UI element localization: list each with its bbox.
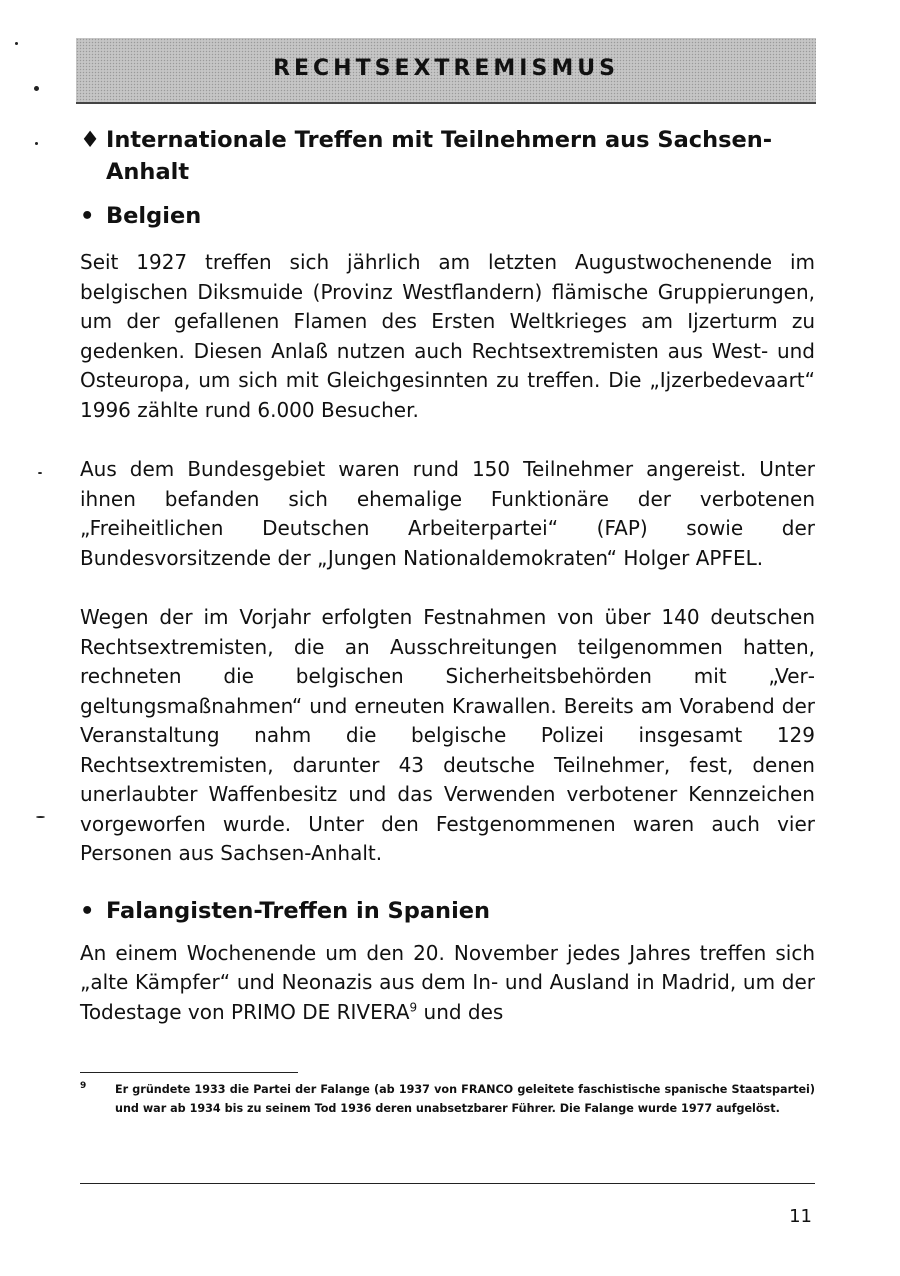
main-content <box>80 120 815 1027</box>
footnote-reference: 9 <box>409 999 418 1014</box>
paragraph-text-continued: und des <box>417 999 504 1024</box>
scan-speck <box>34 86 39 91</box>
scan-speck <box>36 816 45 818</box>
paragraph-arrests: Wegen der im Vorjahr erfolgten Festnahmen von über 140 deutschen Rechtsextremisten, die an Ausschreitungen teilgenommen hatten, rechneten die belgischen Sicherheitsbehörden mit „Vergeltungsmaßnahmen“ und erneuten Krawallen. Bereits am Vorabend der Veranstaltung nahm die belgische Polizei insgesamt 129 Rechtsextremisten, darunter 43 deutsche Teilnehmer, fest, denen unerlaubter Waffenbesitz und das Verwenden verbotener Kennzeichen vorgeworfen wurde. Unter den Festgenommenen waren auch vier Personen aus Sachsen-Anhalt. <box>80 605 815 865</box>
section-header-bar <box>76 38 816 104</box>
footnote <box>80 1081 815 1118</box>
page-number: 11 <box>789 1206 812 1227</box>
bullet-icon: • <box>80 203 95 229</box>
scan-speck <box>15 42 18 45</box>
heading-text: Falangisten-Treffen in Spanien <box>106 897 491 924</box>
heading-falangist-meeting <box>80 895 815 927</box>
bullet-icon: • <box>80 897 95 924</box>
paragraph-ijzerbedevaart: Seit 1927 treffen sich jährlich am letzten Augustwochenende im belgischen Diksmuide (Provinz Westflandern) flämische Gruppierungen, um der gefallenen Flamen des Ersten Weltkrieges am Ijzerturm zu gedenken. Diesen Anlaß nutzen auch Rechtsextremisten aus West- und Osteuropa, um sich mit Gleichgesinnten zu treffen. Die „Ijzerbedevaart“ 1996 zählte rund 6.000 Besucher. <box>80 250 815 422</box>
paragraph-participants: Aus dem Bundesgebiet waren rund 150 Teilnehmer angereist. Unter ihnen befanden sich ehemalige Funktionäre der verbotenen „Freiheitlichen Deutschen Arbeiterpartei“ (FAP) sowie der Bundesvorsitzende der „Jungen Nationaldemokraten“ Holger APFEL. <box>80 457 815 570</box>
scan-speck <box>38 472 42 474</box>
page-bottom-rule <box>80 1183 815 1184</box>
footnote-text: Er gründete 1933 die Partei der Falange (ab 1937 von FRANCO geleitete faschistische spanische Staatspartei) und war ab 1934 bis zu seinem Tod 1936 deren unabsetzbarer Führer. Die Falange wurde 1977 aufgelöst. <box>115 1083 815 1115</box>
footnote-divider <box>80 1072 298 1073</box>
diamond-bullet-icon: ♦ <box>80 127 101 153</box>
heading-international-meetings <box>80 124 815 188</box>
section-header-title: RECHTSEXTREMISMUS <box>273 56 619 81</box>
scan-speck <box>35 142 38 145</box>
heading-text: Belgien <box>106 203 202 229</box>
paragraph-madrid <box>80 939 815 1028</box>
heading-text: Internationale Treffen mit Teilnehmern aus Sachsen- Anhalt <box>106 127 773 185</box>
paragraph-text: An einem Wochenende um den 20. November jedes Jahres treffen sich „alte Kämpfer“ und Neonazis aus dem In- und Ausland in Madrid, um der Todestage von PRIMO DE RIVERA <box>80 940 815 1024</box>
footnote-mark: 9 <box>80 1081 87 1091</box>
heading-belgium <box>80 200 815 232</box>
